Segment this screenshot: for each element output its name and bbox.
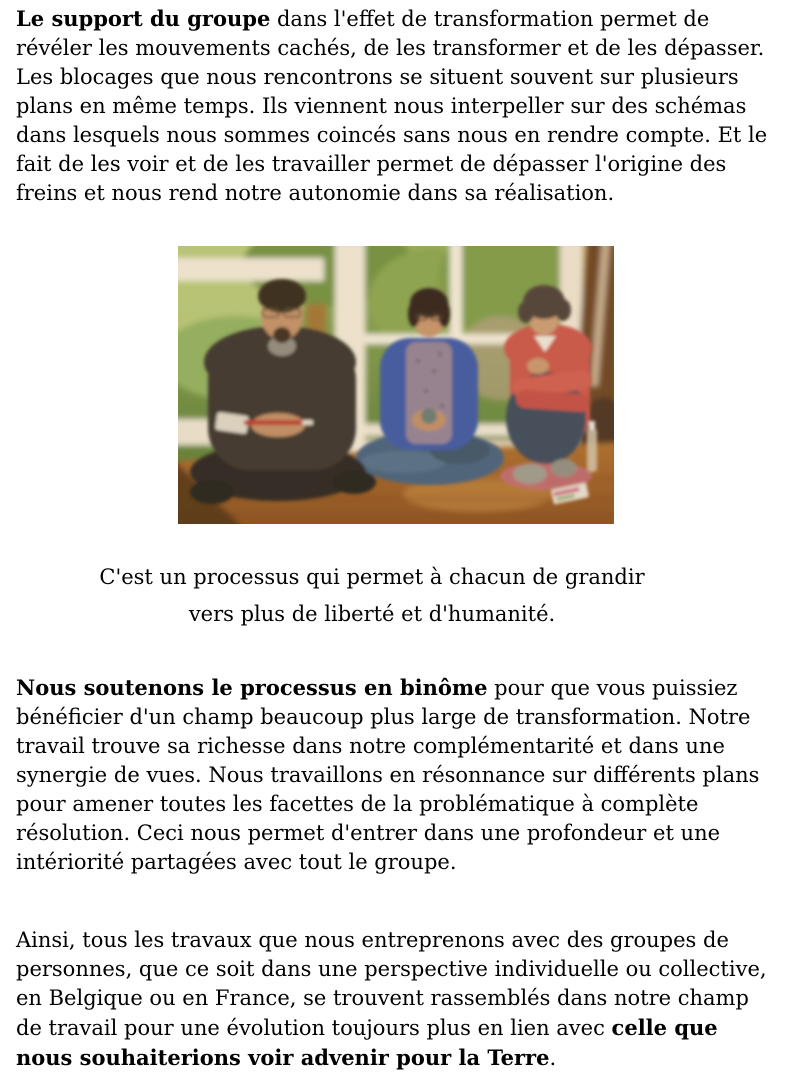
text-line: personnes, que ce soit dans une perspective individuelle ou collective, [16,957,767,981]
text-line: pour amener toutes les facettes de la problématique à complète [16,792,699,816]
bold-lead-processus-binome: Nous soutenons le processus en binôme [16,675,488,700]
paragraph-processus-binome [16,673,784,877]
paragraph-ainsi-travaux [16,926,784,1073]
text-line: Ainsi, tous les travaux que nous entreprenons avec des groupes de [16,928,729,952]
text-line [16,1043,784,1073]
paragraph-support-du-groupe [16,4,784,208]
text-line: dans lesquels nous sommes coincés sans nous en rendre compte. Et le [16,123,768,147]
text-line: travail trouve sa richesse dans notre complémentarité et dans une [16,734,725,758]
text-line: intériorité partagées avec tout le groupe. [16,850,457,874]
text-line: fait de les voir et de les travailler permet de dépasser l'origine des [16,152,727,176]
photo-warm-tint [178,246,614,524]
text-segment: dans l'effet de transformation permet de [270,7,710,31]
text-line: révéler les mouvements cachés, de les transformer et de les dépasser. [16,36,765,60]
quote-line-2: vers plus de liberté et d'humanité. [188,602,556,626]
text-line [16,673,784,703]
text-line: résolution. Ceci nous permet d'entrer dans une profondeur et une [16,821,721,845]
text-line: en Belgique ou en France, se trouvent rassemblés dans notre champ [16,986,749,1010]
text-line: synergie de vues. Nous travaillons en résonnance sur différents plans [16,763,760,787]
group-photo-illustration [178,246,614,524]
text-line: plans en même temps. Ils viennent nous interpeller sur des schémas [16,94,747,118]
text-segment: pour que vous puissiez [487,676,738,700]
text-line [16,4,784,34]
text-segment: de travail pour une évolution toujours plus en lien avec [16,1016,612,1040]
bold-lead-support-groupe: Le support du groupe [16,6,271,31]
bold-souhait-terre: nous souhaiterions voir advenir pour la Terre [16,1045,550,1070]
text-line [16,1013,784,1043]
quote-line-1: C'est un processus qui permet à chacun de grandir [99,565,645,589]
text-segment: . [549,1046,557,1070]
bold-celle-que: celle que [611,1015,718,1040]
text-line: bénéficier d'un champ beaucoup plus large de transformation. Notre [16,705,751,729]
text-line: Les blocages que nous rencontrons se situent souvent sur plusieurs [16,65,739,89]
text-line: freins et nous rend notre autonomie dans sa réalisation. [16,181,615,205]
group-photo [178,246,614,524]
article-body [0,4,800,1073]
